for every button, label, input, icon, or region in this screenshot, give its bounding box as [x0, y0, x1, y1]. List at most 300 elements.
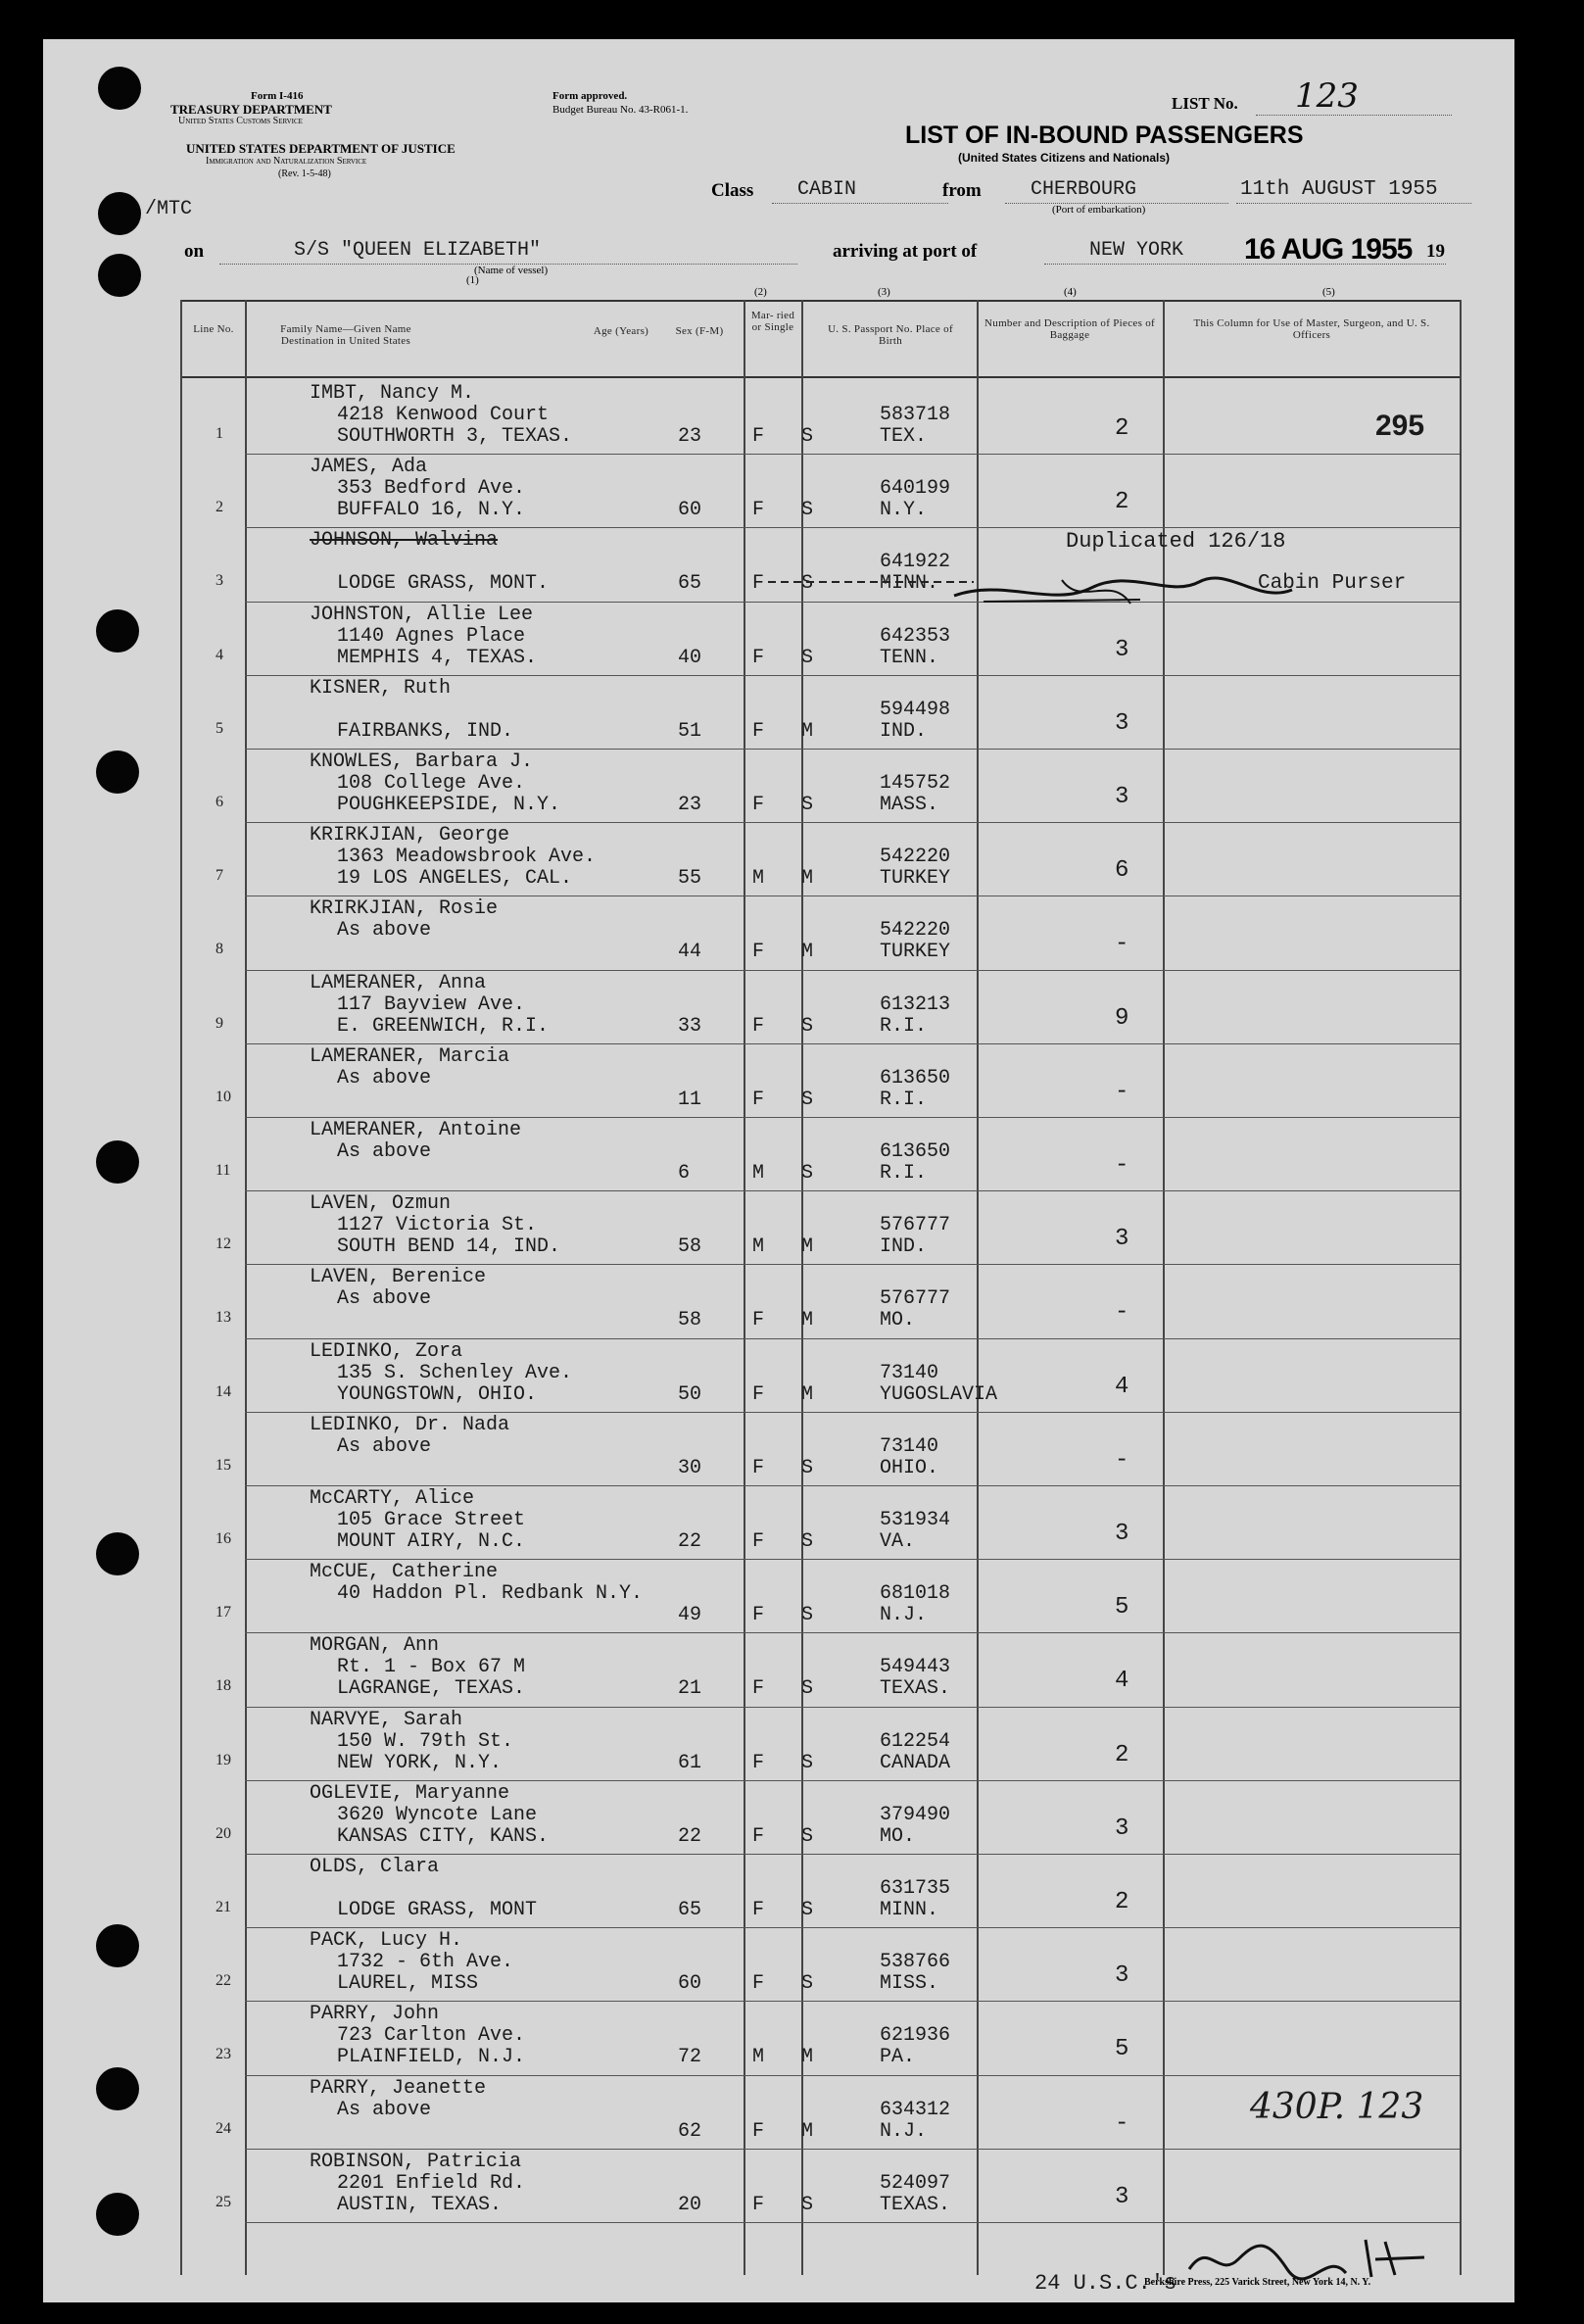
- row-separator: [245, 1264, 1460, 1265]
- address-line-1: 2201 Enfield Rd.: [337, 2171, 526, 2195]
- budget-label: Budget Bureau No. 43-R061-1.: [552, 104, 689, 116]
- baggage-count: 3: [1115, 1521, 1129, 1547]
- header-baggage: Number and Description of Pieces of Baggage: [984, 317, 1155, 341]
- passenger-name: LEDINKO, Dr. Nada: [310, 1413, 510, 1436]
- birth-place: R.I.: [880, 1014, 928, 1038]
- address-line-2: BUFFALO 16, N.Y.: [337, 499, 526, 522]
- header-married: Mar- ried or Single: [750, 310, 795, 333]
- marital-status: M: [801, 867, 814, 891]
- row-separator: [245, 527, 1460, 528]
- punch-hole: [98, 67, 141, 110]
- punch-hole: [96, 2193, 139, 2236]
- row-separator: [245, 2149, 1460, 2150]
- address-line-1: As above: [337, 1287, 432, 1311]
- passenger-name: KNOWLES, Barbara J.: [310, 750, 534, 773]
- baggage-count: 4: [1115, 1373, 1129, 1400]
- age-value: 40: [678, 646, 702, 669]
- passport-number: 576777: [880, 1214, 951, 1237]
- passport-number: 542220: [880, 846, 951, 869]
- passenger-name: LAVEN, Ozmun: [310, 1192, 452, 1216]
- passenger-name: JOHNSTON, Allie Lee: [310, 603, 534, 626]
- arriving-label: arriving at port of: [833, 241, 978, 262]
- address-line-2: LAGRANGE, TEXAS.: [337, 1677, 526, 1701]
- year-label: 19: [1426, 241, 1445, 262]
- treasury-label: TREASURY DEPARTMENT: [170, 102, 332, 117]
- sex-value: F: [752, 2119, 765, 2143]
- address-line-2: KANSAS CITY, KANS.: [337, 1824, 550, 1848]
- birth-place: VA.: [880, 1530, 916, 1553]
- form-subtitle: (United States Citizens and Nationals): [958, 151, 1171, 165]
- marital-status: S: [801, 1751, 814, 1774]
- line-number: 1: [216, 425, 223, 442]
- age-value: 51: [678, 719, 702, 743]
- row-separator: [245, 454, 1460, 455]
- birth-place: MO.: [880, 1824, 916, 1848]
- address-line-2: E. GREENWICH, R.I.: [337, 1014, 550, 1038]
- passenger-name: KRIRKJIAN, George: [310, 824, 510, 847]
- passport-number: 613650: [880, 1140, 951, 1163]
- passenger-name: IMBT, Nancy M.: [310, 382, 475, 405]
- row-separator: [245, 1927, 1460, 1928]
- marital-status: M: [801, 2119, 814, 2143]
- marital-status: S: [801, 1456, 814, 1479]
- line-number: 6: [216, 794, 223, 810]
- birth-place: TENN.: [880, 646, 939, 669]
- age-value: 21: [678, 1677, 702, 1701]
- line-number: 17: [216, 1604, 231, 1622]
- passport-number: 681018: [880, 1582, 951, 1606]
- sex-value: F: [752, 1309, 765, 1332]
- address-line-2: 19 LOS ANGELES, CAL.: [337, 867, 573, 891]
- age-value: 72: [678, 2046, 702, 2069]
- row-separator: [245, 822, 1460, 823]
- sex-value: F: [752, 1382, 765, 1406]
- line-number: 9: [216, 1014, 223, 1032]
- from-label: from: [942, 180, 982, 201]
- sex-value: F: [752, 1456, 765, 1479]
- age-value: 65: [678, 1899, 702, 1921]
- baggage-count: 3: [1115, 1962, 1129, 1990]
- baggage-count: 3: [1115, 784, 1129, 810]
- age-value: 61: [678, 1751, 702, 1774]
- col-num-3: (3): [878, 286, 890, 298]
- age-value: 60: [678, 499, 702, 522]
- form-number: Form I-416: [251, 90, 304, 102]
- sex-value: F: [752, 1014, 765, 1038]
- from-value: CHERBOURG: [1031, 178, 1137, 201]
- line-number: 3: [216, 572, 223, 590]
- col-num-4: (4): [1064, 286, 1077, 298]
- address-line-1: 1732 - 6th Ave.: [337, 1951, 514, 1974]
- baggage-count: 2: [1115, 1741, 1129, 1768]
- marital-status: S: [801, 1604, 814, 1627]
- row-separator: [245, 1190, 1460, 1191]
- sex-value: F: [752, 499, 765, 522]
- address-line-2: PLAINFIELD, N.J.: [337, 2046, 526, 2069]
- line-number: 14: [216, 1382, 231, 1400]
- passport-number: 583718: [880, 404, 951, 426]
- line-number: 12: [216, 1235, 231, 1253]
- officer-note: 430P. 123: [1250, 2086, 1424, 2127]
- birth-place: CANADA: [880, 1751, 951, 1774]
- date-rule: [1236, 202, 1471, 204]
- address-line-1: 135 S. Schenley Ave.: [337, 1361, 573, 1384]
- sex-value: F: [752, 572, 765, 596]
- line-number: 24: [216, 2119, 231, 2137]
- baggage-count: -: [1115, 2109, 1129, 2137]
- header-officers: This Column for Use of Master, Surgeon, and U. S. Officers: [1193, 317, 1430, 341]
- sex-value: M: [752, 2046, 765, 2069]
- birth-place: IND.: [880, 1235, 928, 1259]
- address-line-1: 3620 Wyncote Lane: [337, 1803, 538, 1826]
- officer-note: Duplicated 126/18: [1066, 529, 1286, 555]
- address-line-1: 1363 Meadowsbrook Ave.: [337, 846, 597, 869]
- address-line-2: LODGE GRASS, MONT.: [337, 572, 550, 596]
- birth-place: PA.: [880, 2046, 916, 2069]
- marital-status: S: [801, 1088, 814, 1111]
- address-line-2: SOUTHWORTH 3, TEXAS.: [337, 425, 573, 448]
- age-value: 30: [678, 1456, 702, 1479]
- passport-number: 576777: [880, 1287, 951, 1311]
- address-line-1: 1140 Agnes Place: [337, 624, 526, 648]
- address-line-1: As above: [337, 2098, 432, 2121]
- passenger-name: McCARTY, Alice: [310, 1487, 475, 1510]
- row-separator: [245, 2001, 1460, 2002]
- port-value: NEW YORK: [1089, 239, 1184, 262]
- baggage-count: 3: [1115, 1226, 1129, 1253]
- class-value: CABIN: [797, 178, 857, 201]
- birth-place: TEXAS.: [880, 2193, 951, 2216]
- line-number: 19: [216, 1751, 231, 1768]
- baggage-count: 3: [1115, 2183, 1129, 2210]
- address-line-1: 1127 Victoria St.: [337, 1214, 538, 1237]
- passenger-name: LAMERANER, Anna: [310, 971, 487, 994]
- passenger-name: MORGAN, Ann: [310, 1634, 440, 1658]
- row-separator: [245, 1707, 1460, 1708]
- passport-number: 594498: [880, 698, 951, 721]
- birth-place: R.I.: [880, 1088, 928, 1111]
- line-number: 16: [216, 1530, 231, 1547]
- line-number: 4: [216, 646, 223, 663]
- marital-status: S: [801, 1899, 814, 1921]
- age-value: 50: [678, 1382, 702, 1406]
- line-number: 5: [216, 719, 223, 737]
- date-value: 11th AUGUST 1955: [1240, 178, 1438, 201]
- passport-number: 641922: [880, 551, 951, 574]
- passenger-name: JAMES, Ada: [310, 456, 428, 479]
- row-separator: [245, 675, 1460, 676]
- officer-signature-icon: [1179, 2230, 1454, 2289]
- age-value: 58: [678, 1309, 702, 1332]
- birth-place: TURKEY: [880, 941, 951, 964]
- sex-value: F: [752, 1899, 765, 1921]
- baggage-count: 9: [1115, 1004, 1129, 1032]
- sex-value: F: [752, 719, 765, 743]
- sex-value: F: [752, 425, 765, 448]
- baggage-count: 3: [1115, 636, 1129, 663]
- sex-value: F: [752, 1824, 765, 1848]
- address-line-2: SOUTH BEND 14, IND.: [337, 1235, 561, 1259]
- marital-status: S: [801, 1824, 814, 1848]
- address-line-1: 353 Bedford Ave.: [337, 477, 526, 501]
- passenger-name: KISNER, Ruth: [310, 676, 452, 700]
- passport-number: 145752: [880, 772, 951, 795]
- passenger-name: JOHNSON, Walvina: [310, 529, 499, 553]
- birth-place: MINN.: [880, 1899, 939, 1921]
- passport-number: 531934: [880, 1509, 951, 1531]
- marital-status: S: [801, 499, 814, 522]
- passenger-name: LAMERANER, Marcia: [310, 1044, 510, 1068]
- passenger-name: PARRY, John: [310, 2003, 440, 2026]
- address-line-1: 150 W. 79th St.: [337, 1729, 514, 1753]
- age-value: 23: [678, 794, 702, 816]
- passport-number: 642353: [880, 624, 951, 648]
- birth-place: N.J.: [880, 2119, 928, 2143]
- row-separator: [245, 970, 1460, 971]
- line-number: 21: [216, 1899, 231, 1915]
- baggage-count: 5: [1115, 1594, 1129, 1622]
- marital-status: M: [801, 2046, 814, 2069]
- passport-number: 542220: [880, 919, 951, 943]
- line-number: 2: [216, 499, 223, 516]
- address-line-2: LODGE GRASS, MONT: [337, 1899, 538, 1921]
- age-value: 33: [678, 1014, 702, 1038]
- marital-status: S: [801, 794, 814, 816]
- embark-note: (Port of embarkation): [1052, 204, 1146, 216]
- age-value: 22: [678, 1824, 702, 1848]
- line-number: 22: [216, 1972, 231, 1990]
- age-value: 6: [678, 1162, 691, 1185]
- row-separator: [245, 1854, 1460, 1855]
- marital-status: S: [801, 1677, 814, 1701]
- address-line-2: LAUREL, MISS: [337, 1972, 479, 1996]
- age-value: 20: [678, 2193, 702, 2216]
- passport-number: 634312: [880, 2098, 951, 2121]
- address-line-1: As above: [337, 1140, 432, 1163]
- approved-label: Form approved.: [552, 90, 628, 102]
- col-divider-line-no: [245, 300, 247, 2275]
- customs-label: United States Customs Service: [178, 116, 303, 126]
- list-no-label: LIST No.: [1172, 94, 1238, 113]
- baggage-count: -: [1115, 1299, 1129, 1327]
- age-value: 60: [678, 1972, 702, 1996]
- address-line-1: 105 Grace Street: [337, 1509, 526, 1531]
- passenger-name: McCUE, Catherine: [310, 1561, 499, 1584]
- arrival-stamp: 16 AUG 1955: [1244, 233, 1413, 266]
- marital-status: S: [801, 2193, 814, 2216]
- vessel-value: S/S "QUEEN ELIZABETH": [294, 239, 542, 262]
- birth-place: OHIO.: [880, 1456, 939, 1479]
- age-value: 44: [678, 941, 702, 964]
- punch-hole: [96, 1924, 139, 1967]
- col-divider-sex: [744, 300, 745, 2275]
- ins-label: Immigration and Naturalization Service: [206, 156, 367, 167]
- header-age: Age (Years): [593, 325, 649, 337]
- address-line-1: As above: [337, 1434, 432, 1458]
- marital-status: S: [801, 1972, 814, 1996]
- line-number: 15: [216, 1456, 231, 1474]
- col-num-1: (1): [466, 274, 479, 286]
- punch-hole: [96, 1140, 139, 1184]
- punch-hole: [98, 192, 141, 235]
- age-value: 55: [678, 867, 702, 891]
- birth-place: N.J.: [880, 1604, 928, 1627]
- punch-hole: [96, 750, 139, 794]
- marital-status: M: [801, 1235, 814, 1259]
- sex-value: F: [752, 1530, 765, 1553]
- sex-value: F: [752, 794, 765, 816]
- row-separator: [245, 2222, 1460, 2223]
- form-sheet: [43, 39, 1514, 2302]
- header-name: Family Name—Given Name Destination in United States: [280, 323, 411, 347]
- table-top-rule: [180, 300, 1460, 302]
- marital-status: M: [801, 941, 814, 964]
- age-value: 22: [678, 1530, 702, 1553]
- passport-number: 549443: [880, 1656, 951, 1679]
- passenger-name: OGLEVIE, Maryanne: [310, 1781, 510, 1805]
- marital-status: M: [801, 1309, 814, 1332]
- birth-place: TURKEY: [880, 867, 951, 891]
- passenger-name: OLDS, Clara: [310, 1856, 440, 1878]
- baggage-count: 4: [1115, 1668, 1129, 1695]
- baggage-count: -: [1115, 1446, 1129, 1474]
- purser-signature-icon: [944, 568, 1307, 613]
- age-value: 65: [678, 572, 702, 596]
- marital-status: S: [801, 1014, 814, 1038]
- punch-hole: [98, 254, 141, 297]
- line-number: 11: [216, 1162, 231, 1179]
- baggage-count: 3: [1115, 1815, 1129, 1842]
- sex-value: M: [752, 1162, 765, 1185]
- row-separator: [245, 1632, 1460, 1633]
- baggage-count: 3: [1115, 709, 1129, 737]
- row-separator: [245, 1559, 1460, 1560]
- address-line-2: NEW YORK, N.Y.: [337, 1751, 503, 1774]
- line-number: 25: [216, 2193, 231, 2210]
- line-number: 8: [216, 941, 223, 958]
- sex-value: F: [752, 1751, 765, 1774]
- address-line-1: As above: [337, 919, 432, 943]
- marital-status: S: [801, 572, 814, 596]
- baggage-count: -: [1115, 931, 1129, 958]
- row-separator: [245, 1117, 1460, 1118]
- age-value: 49: [678, 1604, 702, 1627]
- row-separator: [245, 2075, 1460, 2076]
- table-right-border: [1460, 300, 1462, 2275]
- line-number: 7: [216, 867, 223, 885]
- birth-place: MINN.: [880, 572, 939, 596]
- form-title: LIST OF IN-BOUND PASSENGERS: [905, 121, 1304, 149]
- class-rule: [772, 202, 948, 204]
- birth-place: IND.: [880, 719, 928, 743]
- sex-value: F: [752, 1972, 765, 1996]
- table-header-rule: [180, 376, 1460, 378]
- row-separator: [245, 749, 1460, 750]
- marital-status: S: [801, 425, 814, 448]
- row-separator: [245, 1780, 1460, 1781]
- birth-place: R.I.: [880, 1162, 928, 1185]
- baggage-count: 6: [1115, 857, 1129, 885]
- mtc-code: /MTC: [145, 198, 193, 220]
- birth-place: N.Y.: [880, 499, 928, 522]
- passenger-name: KRIRKJIAN, Rosie: [310, 897, 499, 921]
- row-separator: [245, 1043, 1460, 1044]
- marital-status: S: [801, 1530, 814, 1553]
- row-separator: [245, 1338, 1460, 1339]
- col-num-2: (2): [754, 286, 767, 298]
- passenger-name: LAMERANER, Antoine: [310, 1119, 522, 1141]
- passport-number: 613650: [880, 1066, 951, 1089]
- on-label: on: [184, 241, 205, 262]
- table-left-border: [180, 300, 182, 2275]
- sex-value: F: [752, 646, 765, 669]
- header-sex: Sex (F-M): [675, 325, 724, 337]
- punch-hole: [96, 2067, 139, 2110]
- address-line-1: 108 College Ave.: [337, 772, 526, 795]
- officer-note: 295: [1375, 410, 1425, 442]
- address-line-2: AUSTIN, TEXAS.: [337, 2193, 503, 2216]
- birth-place: TEX.: [880, 425, 928, 448]
- passport-number: 621936: [880, 2024, 951, 2048]
- marital-status: S: [801, 1162, 814, 1185]
- line-number: 18: [216, 1677, 231, 1695]
- row-separator: [245, 1412, 1460, 1413]
- sex-value: M: [752, 867, 765, 891]
- address-line-2: MOUNT AIRY, N.C.: [337, 1530, 526, 1553]
- address-line-1: Rt. 1 - Box 67 M: [337, 1656, 526, 1679]
- punch-hole: [96, 609, 139, 653]
- passport-number: 379490: [880, 1803, 951, 1826]
- rev-label: (Rev. 1-5-48): [278, 169, 331, 179]
- passenger-name: LEDINKO, Zora: [310, 1339, 463, 1363]
- col-num-5: (5): [1322, 286, 1335, 298]
- baggage-count: -: [1115, 1078, 1129, 1105]
- line-number: 10: [216, 1088, 231, 1105]
- cabin-purser-label: Cabin Purser: [1258, 572, 1407, 595]
- address-line-2: YOUNGSTOWN, OHIO.: [337, 1382, 538, 1406]
- list-no-value: 123: [1295, 76, 1359, 116]
- birth-place: MASS.: [880, 794, 939, 816]
- birth-place: MISS.: [880, 1972, 939, 1996]
- strike-dashes: [768, 568, 984, 598]
- line-number: 20: [216, 1824, 231, 1842]
- address-line-1: 4218 Kenwood Court: [337, 404, 550, 426]
- passenger-name: PARRY, Jeanette: [310, 2076, 487, 2100]
- passport-number: 73140: [880, 1361, 939, 1384]
- passport-number: 73140: [880, 1434, 939, 1458]
- baggage-count: -: [1115, 1152, 1129, 1179]
- line-number: 23: [216, 2046, 231, 2063]
- passenger-name: ROBINSON, Patricia: [310, 2150, 522, 2173]
- header-passport: U. S. Passport No. Place of Birth: [828, 323, 953, 347]
- sex-value: F: [752, 1677, 765, 1701]
- address-line-1: As above: [337, 1066, 432, 1089]
- age-value: 11: [678, 1088, 702, 1111]
- birth-place: MO.: [880, 1309, 916, 1332]
- punch-hole: [96, 1532, 139, 1575]
- sex-value: F: [752, 1088, 765, 1111]
- age-value: 62: [678, 2119, 702, 2143]
- address-line-1: 40 Haddon Pl. Redbank N.Y.: [337, 1582, 644, 1606]
- sex-value: M: [752, 1235, 765, 1259]
- printer-imprint: Berkshire Press, 225 Varick Street, New York 14, N. Y.: [1144, 2277, 1371, 2288]
- address-line-2: MEMPHIS 4, TEXAS.: [337, 646, 538, 669]
- age-value: 23: [678, 425, 702, 448]
- address-line-2: POUGHKEEPSIDE, N.Y.: [337, 794, 561, 816]
- baggage-count: 2: [1115, 489, 1129, 516]
- sex-value: F: [752, 2193, 765, 2216]
- baggage-count: 5: [1115, 2036, 1129, 2063]
